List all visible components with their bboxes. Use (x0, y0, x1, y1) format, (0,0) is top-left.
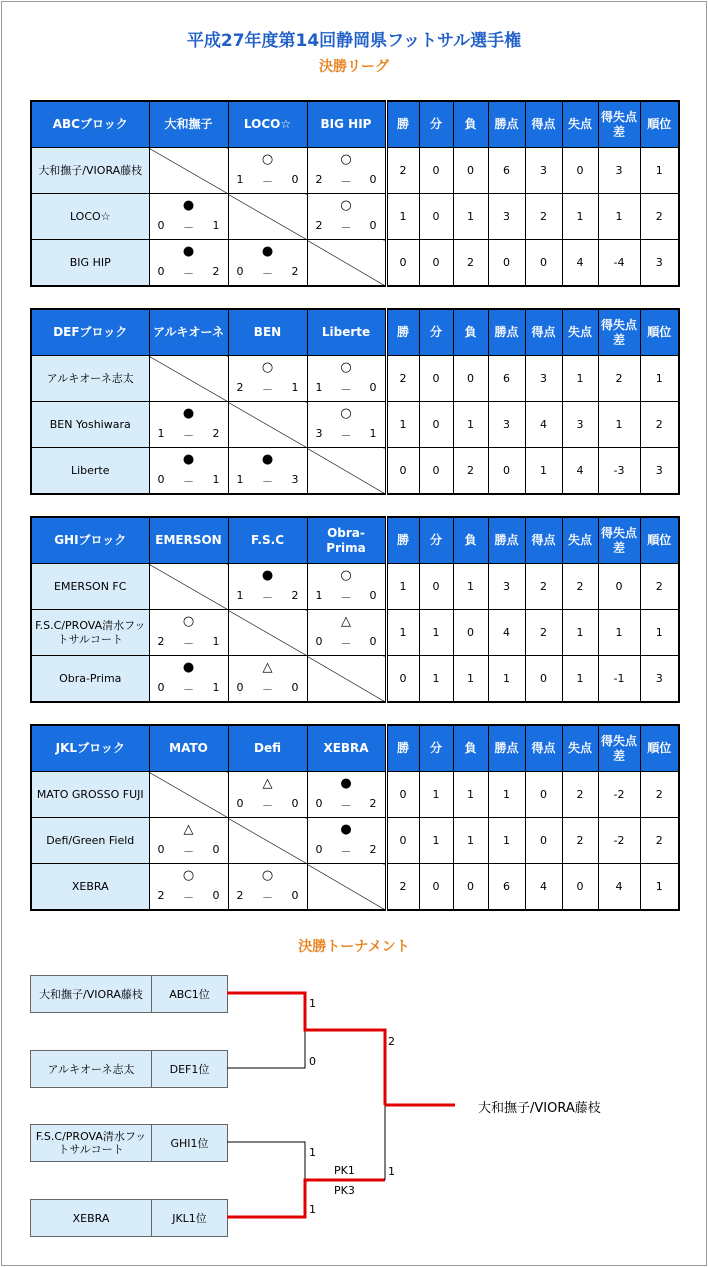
stat-value: -4 (598, 240, 640, 287)
stat-value: 6 (488, 864, 525, 911)
stat-header: 失点 (562, 101, 598, 148)
score-for: 2 (236, 381, 244, 394)
stat-header: 分 (419, 517, 453, 564)
score-against: 2 (369, 843, 377, 856)
stat-value: 1 (562, 356, 598, 402)
stat-header: 得点 (525, 517, 562, 564)
stat-value: 3 (525, 148, 562, 194)
stat-value: 0 (525, 656, 562, 703)
score-sf1-bottom: 0 (309, 1055, 316, 1068)
stat-value: 2 (453, 448, 488, 495)
score-dash: － (183, 637, 194, 650)
block-name: JKLブロック (31, 725, 149, 772)
stat-value: 1 (453, 194, 488, 240)
stat-value: 1 (525, 448, 562, 495)
result-mark: ● (182, 406, 195, 421)
stat-header: 負 (453, 725, 488, 772)
stat-header: 勝 (386, 309, 419, 356)
stat-header: 順位 (640, 309, 679, 356)
score-dash: － (183, 221, 194, 234)
opponent-header: BEN (228, 309, 307, 356)
opponent-header: MATO (149, 725, 228, 772)
bracket-line-sf2-winner (227, 1180, 385, 1217)
stat-value: 1 (453, 772, 488, 818)
opponent-header: EMERSON (149, 517, 228, 564)
opponent-header: XEBRA (307, 725, 386, 772)
score-dash: － (262, 683, 273, 696)
bracket-line-sf1-lower (227, 1030, 305, 1068)
stat-header: 勝 (386, 517, 419, 564)
score-against: 2 (291, 265, 299, 278)
result-mark: ● (261, 244, 274, 259)
stat-value: 3 (488, 402, 525, 448)
stat-value: 3 (488, 564, 525, 610)
result-mark: ○ (261, 152, 274, 167)
team-name: Liberte (31, 448, 149, 495)
team-name: BIG HIP (31, 240, 149, 287)
score-for: 2 (157, 889, 165, 902)
score-for: 0 (157, 473, 165, 486)
team-name: アルキオーネ志太 (31, 356, 149, 402)
score-against: 1 (369, 427, 377, 440)
pk-bottom: PK3 (334, 1184, 355, 1197)
stat-value: -1 (598, 656, 640, 703)
opponent-header: アルキオーネ (149, 309, 228, 356)
opponent-header: Liberte (307, 309, 386, 356)
result-mark: ○ (340, 198, 352, 213)
team-name: 大和撫子/VIORA藤枝 (31, 148, 149, 194)
stat-header: 勝点 (488, 517, 525, 564)
stat-header: 勝点 (488, 309, 525, 356)
stat-value: 0 (386, 656, 419, 703)
stat-value: 0 (419, 864, 453, 911)
stat-value: 1 (598, 194, 640, 240)
score-for: 2 (315, 219, 323, 232)
stat-value: 1 (640, 148, 679, 194)
stat-value: 1 (453, 402, 488, 448)
bracket-seed: ABC1位 (169, 988, 210, 1001)
result-mark: ○ (261, 360, 274, 375)
stat-value: 4 (488, 610, 525, 656)
champion-name: 大和撫子/VIORA藤枝 (478, 1101, 601, 1116)
stat-value: 1 (562, 194, 598, 240)
team-name: BEN Yoshiwara (31, 402, 149, 448)
stat-value: 2 (562, 564, 598, 610)
score-dash: － (340, 429, 352, 442)
block-name: ABCブロック (31, 101, 149, 148)
stat-value: 3 (525, 356, 562, 402)
stat-value: -2 (598, 818, 640, 864)
score-against: 0 (291, 681, 299, 694)
score-dash: － (340, 221, 352, 234)
result-mark: ○ (340, 406, 352, 421)
stat-value: 2 (640, 564, 679, 610)
score-dash: － (183, 429, 194, 442)
stat-header: 得失点差 (598, 101, 640, 148)
score-against: 0 (291, 797, 299, 810)
score-for: 2 (157, 635, 165, 648)
stat-value: 1 (386, 402, 419, 448)
result-mark: ● (261, 452, 274, 467)
result-mark: ● (182, 452, 195, 467)
stat-header: 分 (419, 101, 453, 148)
stat-value: 0 (453, 864, 488, 911)
score-against: 1 (291, 381, 299, 394)
stat-value: 0 (453, 148, 488, 194)
result-mark: ● (261, 568, 274, 583)
team-name: EMERSON FC (31, 564, 149, 610)
score-against: 1 (212, 681, 220, 694)
stat-header: 得点 (525, 101, 562, 148)
stat-value: 1 (419, 656, 453, 703)
score-dash: － (183, 475, 194, 488)
stat-value: 4 (525, 864, 562, 911)
score-against: 0 (369, 635, 377, 648)
score-final-top: 2 (388, 1035, 395, 1048)
score-dash: － (262, 267, 273, 280)
result-mark: ○ (182, 868, 195, 883)
pk-top: PK1 (334, 1164, 355, 1177)
stat-value: 1 (640, 356, 679, 402)
stat-header: 分 (419, 725, 453, 772)
score-against: 3 (291, 473, 299, 486)
stat-value: 4 (562, 240, 598, 287)
stat-value: 1 (488, 656, 525, 703)
stat-header: 得点 (525, 309, 562, 356)
tournament-title: 決勝トーナメント (298, 939, 410, 955)
stat-value: 0 (386, 448, 419, 495)
stat-value: 1 (386, 610, 419, 656)
stat-header: 得点 (525, 725, 562, 772)
bracket-team-name: アルキオーネ志太 (31, 1051, 152, 1087)
score-dash: － (183, 891, 194, 904)
bracket-seed: DEF1位 (169, 1063, 210, 1076)
stat-value: 2 (525, 564, 562, 610)
stat-value: 1 (453, 564, 488, 610)
stat-value: 2 (386, 864, 419, 911)
score-for: 0 (157, 681, 165, 694)
stat-value: 3 (640, 656, 679, 703)
stat-value: 1 (453, 656, 488, 703)
score-against: 0 (291, 889, 299, 902)
result-mark: ● (182, 660, 195, 675)
result-mark: △ (262, 776, 273, 791)
stat-value: 1 (640, 610, 679, 656)
score-against: 2 (212, 265, 220, 278)
stat-value: 0 (562, 148, 598, 194)
result-mark: ● (182, 244, 195, 259)
block-name: DEFブロック (31, 309, 149, 356)
stat-value: 1 (598, 402, 640, 448)
stat-value: 1 (488, 772, 525, 818)
score-dash: － (262, 799, 273, 812)
stat-value: 3 (562, 402, 598, 448)
stat-value: 3 (598, 148, 640, 194)
stat-value: 0 (386, 240, 419, 287)
score-against: 0 (291, 173, 299, 186)
score-dash: － (183, 683, 194, 696)
team-name: Defi/Green Field (31, 818, 149, 864)
score-against: 0 (369, 173, 377, 186)
score-dash: － (340, 799, 352, 812)
stat-value: 1 (598, 610, 640, 656)
stat-value: 0 (419, 148, 453, 194)
opponent-header: BIG HIP (307, 101, 386, 148)
stat-header: 勝点 (488, 101, 525, 148)
stat-value: -3 (598, 448, 640, 495)
result-mark: △ (183, 822, 194, 837)
stat-header: 順位 (640, 101, 679, 148)
stat-value: 0 (386, 772, 419, 818)
stat-header: 勝 (386, 101, 419, 148)
stat-value: 3 (488, 194, 525, 240)
opponent-header: Obra-Prima (307, 517, 386, 564)
bracket-team-name: 大和撫子/VIORA藤枝 (31, 976, 152, 1012)
stat-header: 勝点 (488, 725, 525, 772)
score-for: 1 (236, 589, 244, 602)
result-mark: △ (341, 614, 351, 629)
bracket-team-name: F.S.C/PROVA清水フットサルコート (31, 1125, 152, 1161)
score-for: 0 (315, 797, 323, 810)
team-name: MATO GROSSO FUJI (31, 772, 149, 818)
stat-header: 失点 (562, 309, 598, 356)
score-dash: － (340, 383, 352, 396)
score-dash: － (183, 267, 194, 280)
score-against: 0 (212, 843, 220, 856)
score-for: 1 (236, 173, 244, 186)
result-mark: ○ (340, 568, 352, 583)
score-sf1-top: 1 (309, 997, 316, 1010)
page-title: 平成27年度第14回静岡県フットサル選手権 (186, 31, 522, 51)
score-dash: － (340, 591, 352, 604)
team-name: XEBRA (31, 864, 149, 911)
stat-header: 得失点差 (598, 517, 640, 564)
stat-header: 得失点差 (598, 309, 640, 356)
stat-value: 6 (488, 148, 525, 194)
score-dash: － (340, 175, 352, 188)
score-for: 1 (157, 427, 165, 440)
stat-value: 0 (453, 610, 488, 656)
stat-header: 順位 (640, 725, 679, 772)
stat-value: 1 (562, 610, 598, 656)
stat-value: -2 (598, 772, 640, 818)
score-for: 1 (315, 381, 323, 394)
stat-value: 0 (525, 772, 562, 818)
stat-value: 2 (640, 402, 679, 448)
stat-value: 0 (419, 564, 453, 610)
stat-value: 0 (453, 356, 488, 402)
score-for: 0 (157, 843, 165, 856)
result-mark: △ (262, 660, 273, 675)
stat-value: 2 (386, 356, 419, 402)
stat-value: 1 (453, 818, 488, 864)
stat-value: 2 (386, 148, 419, 194)
score-dash: － (183, 845, 194, 858)
score-for: 1 (236, 473, 244, 486)
stat-value: 6 (488, 356, 525, 402)
stat-header: 負 (453, 309, 488, 356)
stat-value: 1 (640, 864, 679, 911)
score-sf2-top: 1 (309, 1146, 316, 1159)
result-mark: ○ (340, 360, 352, 375)
stat-header: 失点 (562, 517, 598, 564)
score-against: 1 (212, 219, 220, 232)
score-dash: － (340, 637, 352, 650)
stat-value: 4 (598, 864, 640, 911)
score-dash: － (262, 475, 273, 488)
stat-value: 0 (562, 864, 598, 911)
score-against: 0 (369, 589, 377, 602)
stat-value: 2 (598, 356, 640, 402)
stat-value: 3 (640, 448, 679, 495)
score-for: 0 (157, 219, 165, 232)
result-mark: ● (340, 776, 352, 791)
score-against: 2 (212, 427, 220, 440)
score-for: 1 (315, 589, 323, 602)
stat-header: 勝 (386, 725, 419, 772)
score-against: 2 (369, 797, 377, 810)
score-dash: － (262, 175, 273, 188)
stat-value: 2 (562, 818, 598, 864)
stat-value: 0 (598, 564, 640, 610)
stat-value: 0 (525, 818, 562, 864)
opponent-header: F.S.C (228, 517, 307, 564)
stat-value: 1 (419, 772, 453, 818)
result-mark: ● (182, 198, 195, 213)
opponent-header: 大和撫子 (149, 101, 228, 148)
score-for: 2 (236, 889, 244, 902)
stat-value: 2 (525, 610, 562, 656)
stat-value: 0 (488, 240, 525, 287)
stat-value: 0 (419, 402, 453, 448)
stat-value: 0 (525, 240, 562, 287)
bracket-seed: JKL1位 (172, 1212, 207, 1225)
score-final-bottom: 1 (388, 1165, 395, 1178)
stat-value: 0 (419, 194, 453, 240)
result-mark: ● (340, 822, 352, 837)
stat-value: 0 (419, 240, 453, 287)
stat-value: 2 (525, 194, 562, 240)
result-mark: ○ (182, 614, 195, 629)
score-for: 0 (236, 797, 244, 810)
team-name: Obra-Prima (31, 656, 149, 703)
league-title: 決勝リーグ (319, 59, 389, 75)
stat-header: 分 (419, 309, 453, 356)
stat-value: 2 (640, 194, 679, 240)
score-for: 3 (315, 427, 323, 440)
score-for: 0 (315, 635, 323, 648)
stat-value: 2 (453, 240, 488, 287)
opponent-header: Defi (228, 725, 307, 772)
stat-value: 1 (419, 610, 453, 656)
score-dash: － (262, 591, 273, 604)
stat-value: 1 (386, 564, 419, 610)
team-name: F.S.C/PROVA清水フットサルコート (31, 610, 149, 656)
bracket-team-name: XEBRA (31, 1200, 152, 1236)
score-against: 2 (291, 589, 299, 602)
stat-value: 4 (525, 402, 562, 448)
opponent-header: LOCO☆ (228, 101, 307, 148)
score-dash: － (262, 891, 273, 904)
score-against: 0 (212, 889, 220, 902)
stat-value: 3 (640, 240, 679, 287)
score-for: 2 (315, 173, 323, 186)
stat-value: 1 (488, 818, 525, 864)
bracket-line-sf2-upper (227, 1142, 305, 1180)
stat-header: 順位 (640, 517, 679, 564)
stat-header: 得失点差 (598, 725, 640, 772)
stat-value: 0 (419, 448, 453, 495)
block-name: GHIブロック (31, 517, 149, 564)
stat-value: 2 (640, 772, 679, 818)
score-against: 1 (212, 473, 220, 486)
stat-header: 負 (453, 517, 488, 564)
score-for: 0 (315, 843, 323, 856)
stat-header: 負 (453, 101, 488, 148)
stat-value: 1 (386, 194, 419, 240)
stat-value: 1 (419, 818, 453, 864)
score-dash: － (340, 845, 352, 858)
score-dash: － (262, 383, 273, 396)
result-mark: ○ (340, 152, 352, 167)
stat-value: 2 (562, 772, 598, 818)
score-sf2-bottom: 1 (309, 1203, 316, 1216)
team-name: LOCO☆ (31, 194, 149, 240)
stat-value: 2 (640, 818, 679, 864)
score-against: 1 (212, 635, 220, 648)
score-for: 0 (157, 265, 165, 278)
stat-header: 失点 (562, 725, 598, 772)
stat-value: 4 (562, 448, 598, 495)
result-mark: ○ (261, 868, 274, 883)
score-against: 0 (369, 219, 377, 232)
stat-value: 0 (488, 448, 525, 495)
stat-value: 1 (562, 656, 598, 703)
score-against: 0 (369, 381, 377, 394)
stat-value: 0 (419, 356, 453, 402)
score-for: 0 (236, 265, 244, 278)
stat-value: 0 (386, 818, 419, 864)
bracket-line-sf1-winner (227, 993, 385, 1105)
score-for: 0 (236, 681, 244, 694)
bracket-seed: GHI1位 (170, 1137, 209, 1150)
